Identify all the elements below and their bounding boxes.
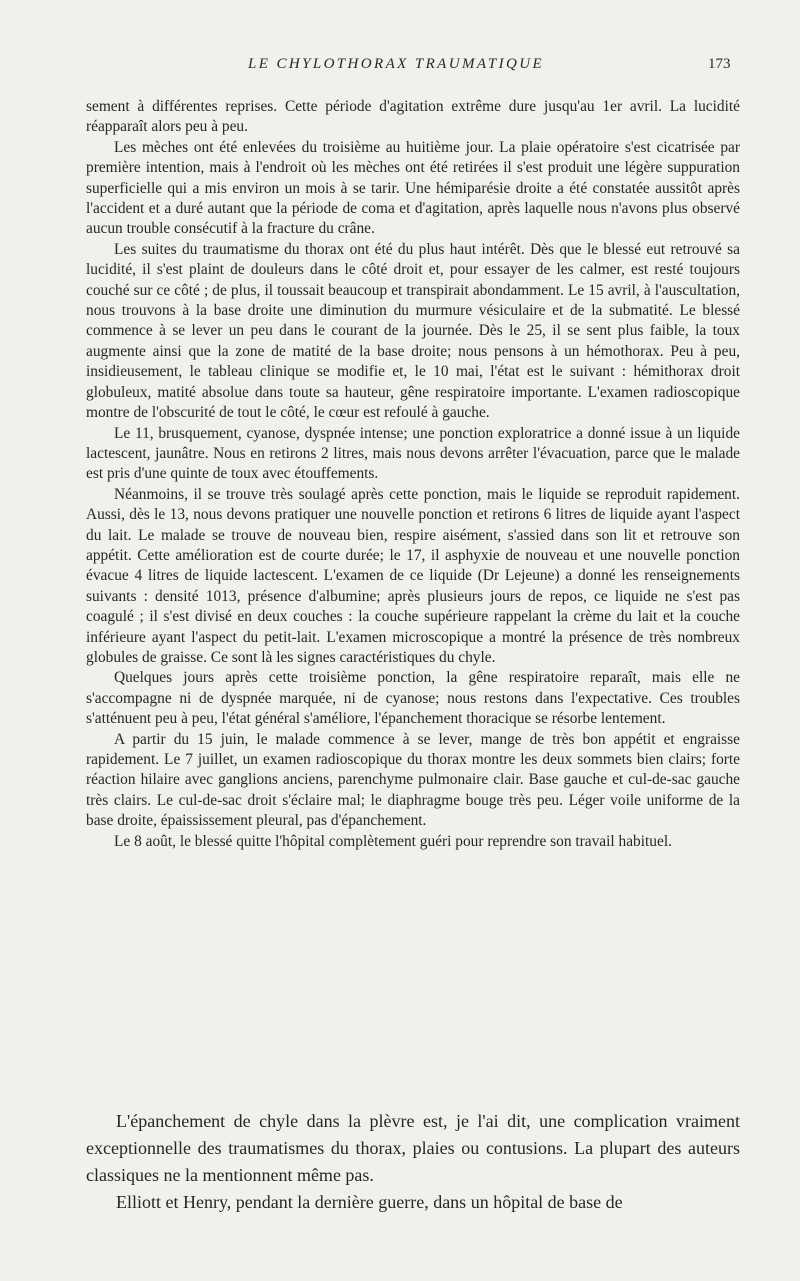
paragraph: sement à différentes reprises. Cette période d'agitation extrême dure jusqu'au 1er avril. La lucidité réapparaît alors peu à peu.: [86, 98, 740, 136]
paragraph: Les suites du traumatisme du thorax ont été du plus haut intérêt. Dès que le blessé eut retrouvé sa lucidité, il s'est plaint de douleurs dans le côté droit et, pour essayer de les calmer, est resté toujours couché sur ce côté ; de plus, il toussait beaucoup et transpirait abondamment. Le 15 avril, à l'auscultation, nous trouvons à la base droite une diminution du murmure vésiculaire et de la submatité. Le blessé commence à se lever un peu dans le courant de la journée. Dès le 25, il se sent plus faible, la toux augmente ainsi que la zone de matité de la base droite; nous pensons à un hémothorax. Peu à peu, insidieusement, le tableau clinique se modifie et, le 10 mai, l'état est le suivant : hémithorax droit globuleux, matité absolue dans toute sa hauteur, gêne respiratoire importante. L'examen radioscopique montre de l'obscurité de tout le côté, le cœur est refoulé à gauche.: [86, 240, 740, 422]
page-number: 173: [708, 56, 731, 72]
paragraph: Néanmoins, il se trouve très soulagé après cette ponction, mais le liquide se reproduit rapidement. Aussi, dès le 13, nous devons pratiquer une nouvelle ponction et retirons 6 litres de liquide ayant l'aspect du lait. Le malade se trouve de nouveau bien, respire aisément, s'assied dans son lit et retrouve son appétit. Cette amélioration est de courte durée; le 17, il asphyxie de nouveau et une nouvelle ponction évacue 4 litres de liquide lactescent. L'examen de ce liquide (Dr Lejeune) a donné les renseignements suivants : densité 1013, présence d'albumine; après plusieurs jours de repos, ce liquide ne s'est pas coagulé ; il s'est divisé en deux couches : la couche supérieure rappelant la crème du lait et la couche inférieure ayant l'aspect du petit-lait. L'examen microscopique a montré la présence de très nombreux globules de graisse. Ce sont là les signes caractéristiques du chyle.: [86, 485, 740, 666]
paragraph: Les mèches ont été enlevées du troisième au huitième jour. La plaie opératoire s'est cicatrisée par première intention, mais à l'endroit où les mèches ont été retirées il s'est produit une légère suppuration superficielle qui a mis environ un mois à se tarir. Une hémiparésie droite a été constatée aussitôt après l'accident et a duré autant que la période de coma et d'agitation, après laquelle nous n'avons plus observé aucun trouble consécutif à la fracture du crâne.: [86, 138, 740, 238]
paragraph: Quelques jours après cette troisième ponction, la gêne respiratoire reparaît, mais elle ne s'accompagne ni de dyspnée marquée, ni de cyanose; nous restons dans l'expectative. Ces troubles s'atténuent peu à peu, l'état général s'améliore, l'épanchement thoracique se résorbe lentement.: [86, 669, 740, 728]
page-header: [0, 56, 800, 80]
paragraph-large: L'épanchement de chyle dans la plèvre est, je l'ai dit, une complication vraiment exceptionnelle des traumatismes du thorax, plaies ou contusions. La plupart des auteurs classiques ne la mentionnent même pas.: [86, 1111, 740, 1185]
paragraph: Le 11, brusquement, cyanose, dyspnée intense; une ponction exploratrice a donné issue à un liquide lactescent, jaunâtre. Nous en retirons 2 litres, mais nous devons arrêter l'évacuation, parce que le malade est pris d'une quinte de toux avec étouffements.: [86, 424, 740, 483]
running-title: LE CHYLOTHORAX TRAUMATIQUE: [248, 56, 545, 72]
paragraph-large: Elliott et Henry, pendant la dernière guerre, dans un hôpital de base de: [116, 1192, 623, 1212]
large-body-text: [86, 1108, 740, 1216]
paragraph: A partir du 15 juin, le malade commence à se lever, mange de très bon appétit et engraisse rapidement. Le 7 juillet, un examen radioscopique du thorax montre les deux sommets bien clairs; forte réaction hilaire avec ganglions anciens, parenchyme pulmonaire clair. Base gauche et cul-de-sac gauche très clairs. Le cul-de-sac droit s'éclaire mal; le diaphragme bouge très peu. Léger voile uniforme de la base droite, épaississement pleural, pas d'épanchement.: [86, 730, 740, 830]
paragraph: Le 8 août, le blessé quitte l'hôpital complètement guéri pour reprendre son travail habituel.: [114, 832, 672, 850]
body-text: [86, 97, 740, 852]
